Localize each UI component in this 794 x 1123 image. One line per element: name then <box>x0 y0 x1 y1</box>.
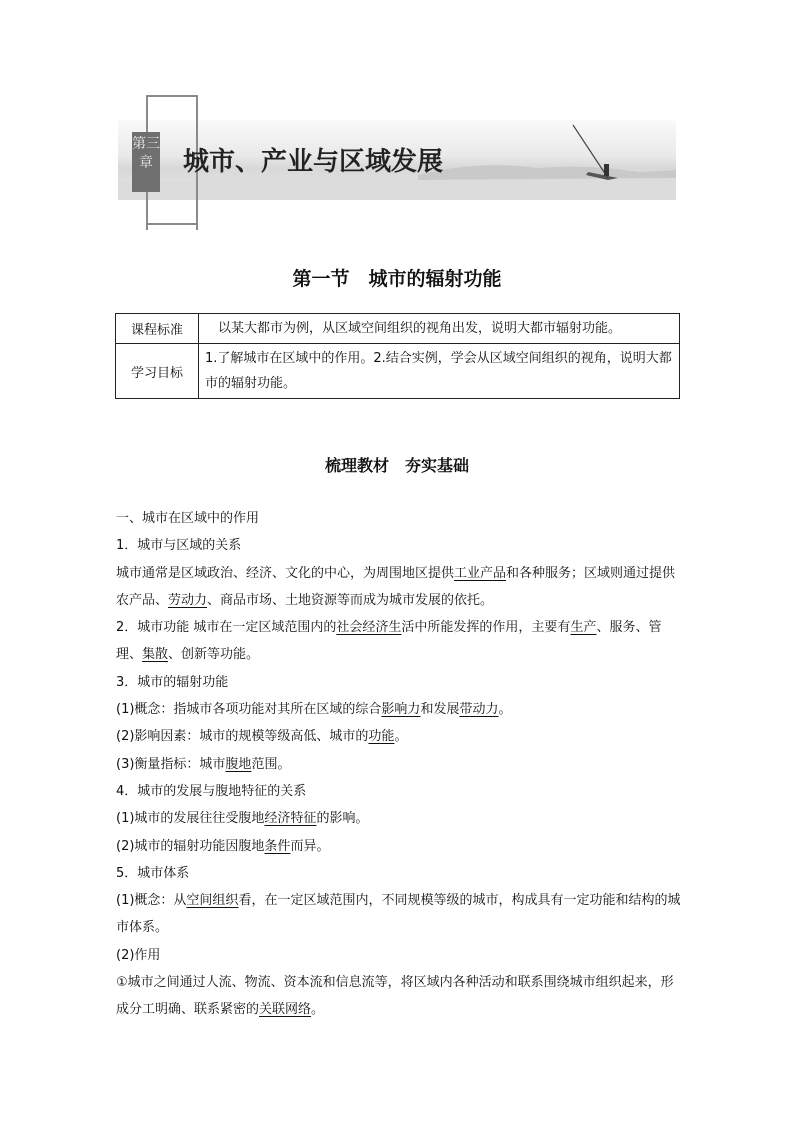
text: (3)衡量指标：城市 <box>116 756 226 772</box>
content-body <box>116 505 682 1024</box>
text: 。 <box>498 702 512 718</box>
text: 2．城市功能 城市在一定区域范围内的 <box>116 620 337 636</box>
blank-answer: 社会经济生 <box>336 620 402 636</box>
sub-title: 梳理教材 夯实基础 <box>324 456 469 475</box>
blank-answer: 工业产品 <box>454 565 507 581</box>
table-row <box>116 314 680 344</box>
s1-paragraph <box>116 560 682 615</box>
table-value: 以某大都市为例，从区域空间组织的视角出发，说明大都市辐射功能。 <box>199 314 680 344</box>
text: 看，在一定区域范围内，不同规模等级的城市，构成具有一定功能和结构的城市体系。 <box>116 893 681 936</box>
text: 、商品市场、土地资源等而成为城市发展的依托。 <box>207 592 494 608</box>
text: (1)概念：指城市各项功能对其所在区域的综合 <box>116 702 382 718</box>
text: (2)影响因素：城市的规模等级高低、城市的 <box>116 729 369 745</box>
text: 活中所能发挥的作用，主要有 <box>401 620 571 636</box>
blank-answer: 关联网络 <box>259 1002 312 1018</box>
s1-title: 1．城市与区域的关系 <box>116 538 242 554</box>
blank-answer: 功能 <box>368 729 395 745</box>
banner-frame-top <box>146 95 196 97</box>
blank-answer: 带动力 <box>459 702 499 718</box>
section-title: 第一节 城市的辐射功能 <box>292 268 502 290</box>
text: 、创新等功能。 <box>168 647 260 663</box>
blank-answer: 劳动力 <box>168 592 208 608</box>
text: (2)城市的辐射功能因腹地 <box>116 838 265 854</box>
s5-item-3 <box>116 969 682 1024</box>
s3-title: 3．城市的辐射功能 <box>116 674 229 690</box>
s5-item-2: (2)作用 <box>116 947 161 963</box>
chapter-title: 城市、产业与区域发展 <box>183 147 444 177</box>
curriculum-table <box>115 313 680 399</box>
text: 的影响。 <box>316 811 369 827</box>
text: 和发展 <box>420 702 460 718</box>
table-key: 学习目标 <box>116 344 199 399</box>
table-key: 课程标准 <box>116 314 199 344</box>
s5-title: 5．城市体系 <box>116 865 190 881</box>
heading-1: 一、城市在区域中的作用 <box>116 511 260 526</box>
blank-answer: 空间组织 <box>186 893 239 909</box>
text: 。 <box>311 1002 325 1018</box>
text: 、服务、管理、 <box>116 620 662 663</box>
text: 而异。 <box>290 838 330 854</box>
blank-answer: 条件 <box>264 838 291 854</box>
text: (1)城市的发展往往受腹地 <box>116 811 265 827</box>
blank-answer: 生产 <box>570 620 597 636</box>
blank-answer: 集散 <box>142 647 169 663</box>
banner-frame-bottom <box>146 223 198 225</box>
text: 和各种服务；区域则通过提供农产品、 <box>116 565 676 608</box>
s3-item-2 <box>116 723 682 750</box>
text: 。 <box>394 729 408 745</box>
blank-answer: 经济特征 <box>264 811 317 827</box>
chapter-tag: 第三章 <box>132 132 160 192</box>
s2-paragraph <box>116 614 682 669</box>
blank-answer: 腹地 <box>225 756 252 772</box>
s4-title: 4．城市的发展与腹地特征的关系 <box>116 783 307 799</box>
text: (1)概念：从 <box>116 893 187 909</box>
s3-item-1 <box>116 696 682 723</box>
s4-item-1 <box>116 805 682 832</box>
table-row <box>116 344 680 399</box>
text: 城市通常是区域政治、经济、文化的中心，为周围地区提供 <box>116 565 455 581</box>
text: 范围。 <box>251 756 291 772</box>
s3-item-3 <box>116 751 682 778</box>
blank-answer: 影响力 <box>381 702 421 718</box>
text: ①城市之间通过人流、物流、资本流和信息流等，将区域内各种活动和联系围绕城市组织起来，形成分工明确、联系紧密的 <box>116 975 674 1018</box>
s4-item-2 <box>116 833 682 860</box>
s5-item-1 <box>116 887 682 942</box>
table-value: 1.了解城市在区域中的作用。2.结合实例，学会从区域空间组织的视角，说明大都市的辐射功能。 <box>199 344 680 399</box>
